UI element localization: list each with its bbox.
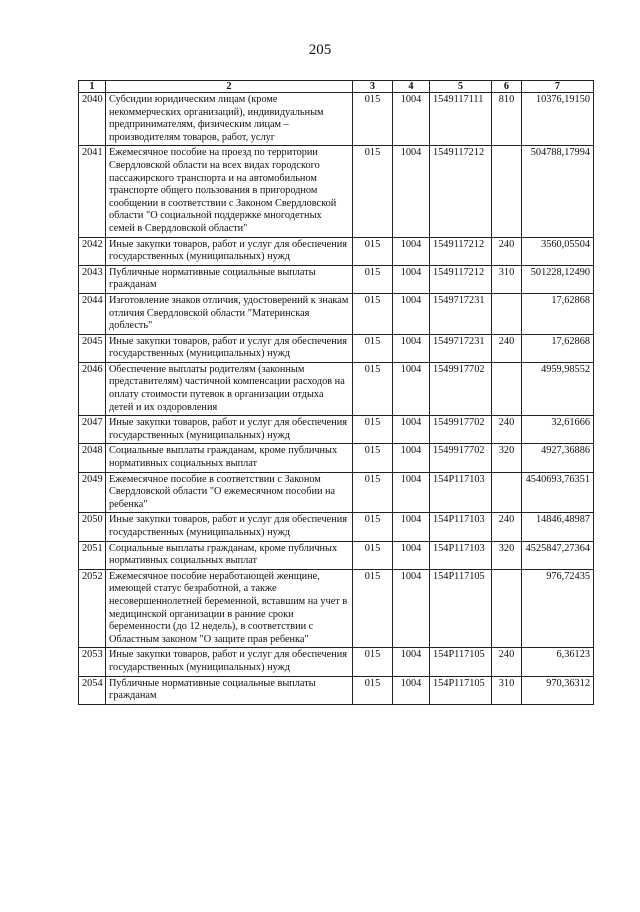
section-code-cell: 1004 <box>393 265 430 293</box>
ministry-code-cell: 015 <box>353 676 393 704</box>
row-number-cell: 2052 <box>79 569 106 648</box>
expense-type-cell: 240 <box>492 334 522 362</box>
section-code-cell: 1004 <box>393 146 430 237</box>
page-number: 205 <box>308 42 332 58</box>
item-name-cell: Обеспечение выплаты родителям (законным представителям) частичной компенсации расходов на оплату стоимости путевок в организации отдыха детей и их оздоровления <box>106 362 353 415</box>
row-number-cell: 2041 <box>79 146 106 237</box>
target-code-cell: 154P117105 <box>430 676 492 704</box>
item-name-cell: Иные закупки товаров, работ и услуг для обеспечения государственных (муниципальных) нужд <box>106 416 353 444</box>
row-number-cell: 2046 <box>79 362 106 415</box>
ministry-code-cell: 015 <box>353 648 393 676</box>
expense-type-cell <box>492 362 522 415</box>
item-name-cell: Иные закупки товаров, работ и услуг для обеспечения государственных (муниципальных) нужд <box>106 334 353 362</box>
target-code-cell: 154P117105 <box>430 648 492 676</box>
amount-cell: 4525847,27364 <box>522 541 594 569</box>
item-name-cell: Публичные нормативные социальные выплаты гражданам <box>106 676 353 704</box>
section-code-cell: 1004 <box>393 648 430 676</box>
item-name-cell: Социальные выплаты гражданам, кроме публичных нормативных социальных выплат <box>106 444 353 472</box>
section-code-cell: 1004 <box>393 569 430 648</box>
row-number-cell: 2049 <box>79 472 106 513</box>
section-code-cell: 1004 <box>393 237 430 265</box>
ministry-code-cell: 015 <box>353 334 393 362</box>
amount-cell: 4927,36886 <box>522 444 594 472</box>
target-code-cell: 154P117103 <box>430 472 492 513</box>
column-header: 3 <box>353 81 393 93</box>
expense-type-cell: 320 <box>492 444 522 472</box>
ministry-code-cell: 015 <box>353 444 393 472</box>
expense-type-cell: 310 <box>492 265 522 293</box>
row-number-cell: 2053 <box>79 648 106 676</box>
table-row <box>79 416 594 444</box>
item-name-cell: Иные закупки товаров, работ и услуг для обеспечения государственных (муниципальных) нужд <box>106 237 353 265</box>
item-name-cell: Иные закупки товаров, работ и услуг для обеспечения государственных (муниципальных) нужд <box>106 513 353 541</box>
expense-type-cell <box>492 472 522 513</box>
item-name-cell: Социальные выплаты гражданам, кроме публичных нормативных социальных выплат <box>106 541 353 569</box>
section-code-cell: 1004 <box>393 472 430 513</box>
expense-type-cell: 310 <box>492 676 522 704</box>
column-header: 1 <box>79 81 106 93</box>
amount-cell: 10376,19150 <box>522 93 594 146</box>
amount-cell: 976,72435 <box>522 569 594 648</box>
target-code-cell: 1549917702 <box>430 444 492 472</box>
item-name-cell: Изготовление знаков отличия, удостоверений к знакам отличия Свердловской области "Материнская доблесть" <box>106 293 353 334</box>
table-row <box>79 472 594 513</box>
budget-table <box>78 80 594 705</box>
target-code-cell: 1549917702 <box>430 416 492 444</box>
table-row <box>79 541 594 569</box>
ministry-code-cell: 015 <box>353 416 393 444</box>
amount-cell: 501228,12490 <box>522 265 594 293</box>
table-row <box>79 293 594 334</box>
row-number-cell: 2042 <box>79 237 106 265</box>
row-number-cell: 2047 <box>79 416 106 444</box>
ministry-code-cell: 015 <box>353 237 393 265</box>
ministry-code-cell: 015 <box>353 265 393 293</box>
item-name-cell: Ежемесячное пособие в соответствии с Законом Свердловской области "О ежемесячном пособии на ребенка" <box>106 472 353 513</box>
table-row <box>79 648 594 676</box>
column-header: 6 <box>492 81 522 93</box>
ministry-code-cell: 015 <box>353 472 393 513</box>
expense-type-cell <box>492 146 522 237</box>
target-code-cell: 1549717231 <box>430 293 492 334</box>
column-header: 4 <box>393 81 430 93</box>
item-name-cell: Публичные нормативные социальные выплаты гражданам <box>106 265 353 293</box>
table-row <box>79 93 594 146</box>
section-code-cell: 1004 <box>393 293 430 334</box>
expense-type-cell <box>492 569 522 648</box>
target-code-cell: 1549917702 <box>430 362 492 415</box>
expense-type-cell: 240 <box>492 513 522 541</box>
section-code-cell: 1004 <box>393 444 430 472</box>
ministry-code-cell: 015 <box>353 93 393 146</box>
amount-cell: 17,62868 <box>522 293 594 334</box>
target-code-cell: 154P117103 <box>430 513 492 541</box>
expense-type-cell: 240 <box>492 237 522 265</box>
item-name-cell: Ежемесячное пособие на проезд по территории Свердловской области на всех видах городского пассажирского транспорта и на автомобильном транспорте общего пользования в пригородном сообщении в соответствии с Законом Свердловской области "О социальной поддержке многодетных семей в Свердловской области" <box>106 146 353 237</box>
section-code-cell: 1004 <box>393 676 430 704</box>
column-header: 2 <box>106 81 353 93</box>
expense-type-cell: 810 <box>492 93 522 146</box>
amount-cell: 6,36123 <box>522 648 594 676</box>
amount-cell: 3560,05504 <box>522 237 594 265</box>
ministry-code-cell: 015 <box>353 541 393 569</box>
row-number-cell: 2043 <box>79 265 106 293</box>
ministry-code-cell: 015 <box>353 293 393 334</box>
amount-cell: 4540693,76351 <box>522 472 594 513</box>
header-row <box>79 81 594 93</box>
section-code-cell: 1004 <box>393 541 430 569</box>
row-number-cell: 2045 <box>79 334 106 362</box>
target-code-cell: 1549717231 <box>430 334 492 362</box>
row-number-cell: 2048 <box>79 444 106 472</box>
amount-cell: 14846,48987 <box>522 513 594 541</box>
expense-type-cell: 240 <box>492 416 522 444</box>
column-header: 7 <box>522 81 594 93</box>
expense-type-cell: 320 <box>492 541 522 569</box>
expense-type-cell: 240 <box>492 648 522 676</box>
table-row <box>79 444 594 472</box>
table-row <box>79 569 594 648</box>
section-code-cell: 1004 <box>393 513 430 541</box>
target-code-cell: 154P117103 <box>430 541 492 569</box>
section-code-cell: 1004 <box>393 93 430 146</box>
column-header: 5 <box>430 81 492 93</box>
ministry-code-cell: 015 <box>353 569 393 648</box>
section-code-cell: 1004 <box>393 362 430 415</box>
table-row <box>79 513 594 541</box>
row-number-cell: 2044 <box>79 293 106 334</box>
table-row <box>79 676 594 704</box>
item-name-cell: Иные закупки товаров, работ и услуг для обеспечения государственных (муниципальных) нужд <box>106 648 353 676</box>
item-name-cell: Ежемесячное пособие неработающей женщине, имеющей статус безработной, а также несовершеннолетней беременной, вставшим на учет в медицинской организации в ранние сроки беременности (до 12 недель), в соответствии с Областным законом "О защите прав ребенка" <box>106 569 353 648</box>
amount-cell: 970,36312 <box>522 676 594 704</box>
ministry-code-cell: 015 <box>353 513 393 541</box>
target-code-cell: 154P117105 <box>430 569 492 648</box>
target-code-cell: 1549117212 <box>430 265 492 293</box>
item-name-cell: Субсидии юридическим лицам (кроме некоммерческих организаций), индивидуальным предпринимателям, физическим лицам – производителям товаров, работ, услуг <box>106 93 353 146</box>
table-row <box>79 334 594 362</box>
amount-cell: 504788,17994 <box>522 146 594 237</box>
amount-cell: 32,61666 <box>522 416 594 444</box>
table-row <box>79 265 594 293</box>
table-row <box>79 237 594 265</box>
target-code-cell: 1549117212 <box>430 237 492 265</box>
table-row <box>79 146 594 237</box>
row-number-cell: 2040 <box>79 93 106 146</box>
expense-type-cell <box>492 293 522 334</box>
target-code-cell: 1549117111 <box>430 93 492 146</box>
amount-cell: 17,62868 <box>522 334 594 362</box>
section-code-cell: 1004 <box>393 416 430 444</box>
row-number-cell: 2050 <box>79 513 106 541</box>
section-code-cell: 1004 <box>393 334 430 362</box>
row-number-cell: 2051 <box>79 541 106 569</box>
row-number-cell: 2054 <box>79 676 106 704</box>
table-row <box>79 362 594 415</box>
target-code-cell: 1549117212 <box>430 146 492 237</box>
ministry-code-cell: 015 <box>353 146 393 237</box>
amount-cell: 4959,98552 <box>522 362 594 415</box>
ministry-code-cell: 015 <box>353 362 393 415</box>
